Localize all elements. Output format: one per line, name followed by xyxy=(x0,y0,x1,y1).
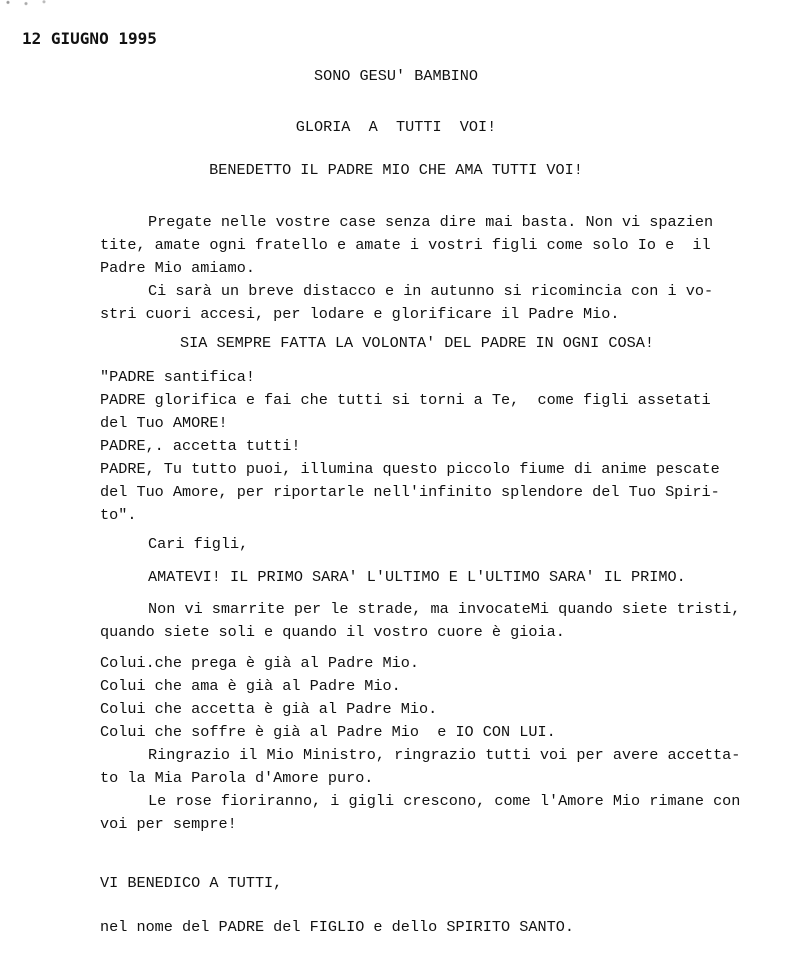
closing-line: nel nome del PADRE del FIGLIO e dello SPIRITO SANTO. xyxy=(100,918,574,936)
paragraph-line: Non vi smarrite per le strade, ma invocateMi quando siete tristi, xyxy=(148,600,741,618)
colui-line: Colui.che prega è già al Padre Mio. xyxy=(100,654,419,672)
heading-volonta: SIA SEMPRE FATTA LA VOLONTA' DEL PADRE IN OGNI COSA! xyxy=(180,334,654,352)
prayer-line: to". xyxy=(100,506,137,524)
title-sono-gesu: SONO GESU' BAMBINO xyxy=(313,67,479,85)
paragraph-line: stri cuori accesi, per lodare e glorificare il Padre Mio. xyxy=(100,305,620,323)
document-date: 12 GIUGNO 1995 xyxy=(22,29,157,48)
paragraph-line: Pregate nelle vostre case senza dire mai basta. Non vi spazien xyxy=(148,213,714,231)
scan-speck xyxy=(2,0,62,6)
paragraph-line: Padre Mio amiamo. xyxy=(100,259,255,277)
prayer-line: "PADRE santifica! xyxy=(100,368,255,386)
prayer-line: PADRE,. accetta tutti! xyxy=(100,437,301,455)
blessing: VI BENEDICO A TUTTI, xyxy=(100,874,283,892)
prayer-line: del Tuo Amore, per riportarle nell'infinito splendore del Tuo Spiri- xyxy=(100,483,720,501)
prayer-line: PADRE, Tu tutto puoi, illumina questo piccolo fiume di anime pescate xyxy=(100,460,720,478)
paragraph-line: Le rose fioriranno, i gigli crescono, come l'Amore Mio rimane con xyxy=(148,792,741,810)
colui-line: Colui che soffre è già al Padre Mio e IO CON LUI. xyxy=(100,723,556,741)
paragraph-line: quando siete soli e quando il vostro cuore è gioia. xyxy=(100,623,565,641)
paragraph-line: Ci sarà un breve distacco e in autunno si ricomincia con i vo- xyxy=(148,282,714,300)
paragraph-line: Ringrazio il Mio Ministro, ringrazio tutti voi per avere accetta- xyxy=(148,746,741,764)
paragraph-line: to la Mia Parola d'Amore puro. xyxy=(100,769,374,787)
colui-line: Colui che accetta è già al Padre Mio. xyxy=(100,700,438,718)
title-gloria: GLORIA A TUTTI VOI! xyxy=(295,118,497,136)
prayer-line: PADRE glorifica e fai che tutti si torni a Te, come figli assetati xyxy=(100,391,711,409)
title-benedetto: BENEDETTO IL PADRE MIO CHE AMA TUTTI VOI! xyxy=(209,161,583,179)
prayer-line: del Tuo AMORE! xyxy=(100,414,228,432)
paragraph-line: tite, amate ogni fratello e amate i vostri figli come solo Io e il xyxy=(100,236,711,254)
greeting: Cari figli, xyxy=(148,535,249,553)
paragraph-line: voi per sempre! xyxy=(100,815,237,833)
heading-amatevi: AMATEVI! IL PRIMO SARA' L'ULTIMO E L'ULTIMO SARA' IL PRIMO. xyxy=(148,568,686,586)
colui-line: Colui che ama è già al Padre Mio. xyxy=(100,677,401,695)
